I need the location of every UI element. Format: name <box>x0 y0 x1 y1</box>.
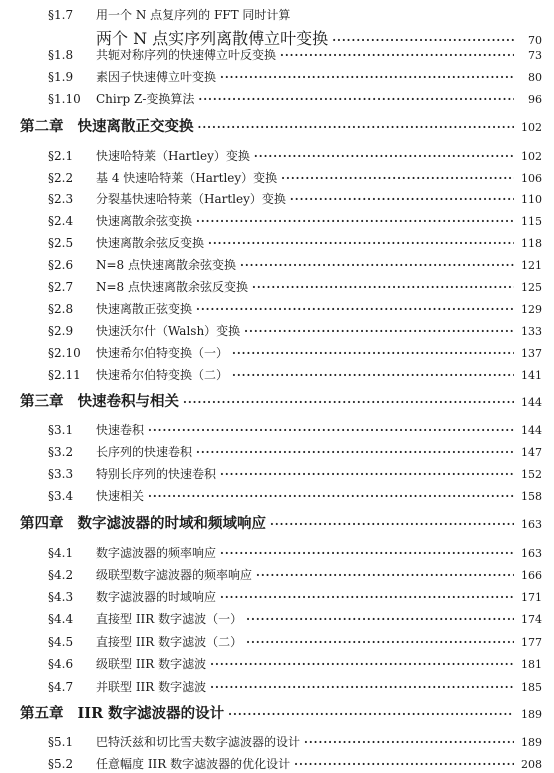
dot-leader <box>232 369 514 382</box>
section-title: 两个 N 点实序列离散傅立叶变换 <box>96 29 329 48</box>
toc-entry[interactable] <box>48 544 542 561</box>
dot-leader <box>210 681 514 694</box>
section-title: Chirp Z-变换算法 <box>96 92 195 106</box>
section-title: 共轭对称序列的快速傅立叶反变换 <box>96 48 277 62</box>
section-number: §4.5 <box>48 635 74 649</box>
dot-leader <box>196 303 514 316</box>
dot-leader <box>252 281 514 294</box>
page-number: 102 <box>521 121 542 134</box>
section-title: 级联型数字滤波器的频率响应 <box>96 568 253 582</box>
page-number: 73 <box>528 49 542 62</box>
toc-entry[interactable] <box>48 733 542 750</box>
dot-leader <box>280 49 514 62</box>
dot-leader <box>196 446 514 459</box>
page-number: 174 <box>521 613 542 626</box>
page-number: 106 <box>521 172 542 185</box>
dot-leader <box>220 591 514 604</box>
chapter-number: 第四章 <box>20 515 64 532</box>
toc-entry[interactable] <box>48 6 542 23</box>
toc-entry[interactable] <box>48 678 542 695</box>
dot-leader <box>254 150 514 163</box>
page-number: 166 <box>521 569 542 582</box>
section-number: §3.1 <box>48 423 74 437</box>
section-number: §5.2 <box>48 757 74 771</box>
section-title: 特别长序列的快速卷积 <box>96 467 217 481</box>
page-number: 137 <box>521 347 542 360</box>
dot-leader <box>220 468 514 481</box>
section-title: 快速哈特莱（Hartley）变换 <box>96 149 250 163</box>
section-number: §2.4 <box>48 214 74 228</box>
toc-entry[interactable] <box>48 212 542 229</box>
page-number: 152 <box>521 468 542 481</box>
toc-entry[interactable] <box>48 190 542 207</box>
section-number: §4.7 <box>48 680 74 694</box>
chapter-title: IIR 数字滤波器的设计 <box>77 705 225 722</box>
toc-entry[interactable] <box>48 566 542 583</box>
page-number: 125 <box>521 281 542 294</box>
section-title: 直接型 IIR 数字滤波（二） <box>96 635 243 649</box>
toc-entry[interactable] <box>48 443 542 460</box>
dot-leader <box>246 636 514 649</box>
dot-leader <box>183 396 514 409</box>
section-number: §2.6 <box>48 258 74 272</box>
section-title: 用一个 N 点复序列的 FFT 同时计算 <box>96 8 291 22</box>
toc-entry[interactable] <box>48 610 542 627</box>
section-number: §3.4 <box>48 489 74 503</box>
page-number: 181 <box>521 658 542 671</box>
page-number: 96 <box>528 93 542 106</box>
section-title: 快速希尔伯特变换（二） <box>96 368 229 382</box>
section-title: 长序列的快速卷积 <box>96 445 193 459</box>
toc-entry[interactable] <box>48 655 542 672</box>
chapter-title: 数字滤波器的时域和频域响应 <box>77 515 266 532</box>
chapter-title: 快速卷积与相关 <box>77 393 179 410</box>
toc-chapter[interactable] <box>20 512 542 533</box>
toc-entry[interactable] <box>48 755 542 772</box>
dot-leader <box>210 658 514 671</box>
page-number: 70 <box>528 34 542 47</box>
toc-entry[interactable] <box>48 465 542 482</box>
section-number: §4.6 <box>48 657 74 671</box>
section-number: §2.2 <box>48 171 74 185</box>
section-title: 快速希尔伯特变换（一） <box>96 346 229 360</box>
chapter-number: 第二章 <box>20 118 64 135</box>
dot-leader <box>294 758 514 771</box>
dot-leader <box>220 71 514 84</box>
dot-leader <box>198 121 515 134</box>
section-title: N=8 点快速离散余弦变换 <box>96 258 237 272</box>
section-title: 快速卷积 <box>96 423 145 437</box>
toc-entry[interactable] <box>48 487 542 504</box>
section-title: 快速离散余弦变换 <box>96 214 193 228</box>
chapter-title: 快速离散正交变换 <box>77 118 194 135</box>
section-number: §1.8 <box>48 48 74 62</box>
section-number: §2.3 <box>48 192 74 206</box>
section-title: 任意幅度 IIR 数字滤波器的优化设计 <box>96 757 291 771</box>
section-number: §2.9 <box>48 324 74 338</box>
page-number: 144 <box>521 424 542 437</box>
toc-entry[interactable] <box>48 300 542 317</box>
section-number: §2.5 <box>48 236 74 250</box>
section-title: 级联型 IIR 数字滤波 <box>96 657 207 671</box>
section-number: §2.10 <box>48 346 81 360</box>
dot-leader <box>148 424 514 437</box>
section-title: 巴特沃兹和切比雪夫数字滤波器的设计 <box>96 735 301 749</box>
page-number: 171 <box>521 591 542 604</box>
page-number: 177 <box>521 636 542 649</box>
dot-leader <box>228 708 514 721</box>
toc-entry[interactable] <box>48 421 542 438</box>
toc-entry[interactable] <box>48 366 542 383</box>
section-number: §4.3 <box>48 590 74 604</box>
section-number: §1.9 <box>48 70 74 84</box>
section-title: 素因子快速傅立叶变换 <box>96 70 217 84</box>
section-title: 快速离散余弦反变换 <box>96 236 205 250</box>
toc-entry[interactable] <box>48 256 542 273</box>
section-number: §2.11 <box>48 368 81 382</box>
toc-entry[interactable] <box>48 588 542 605</box>
toc-entry[interactable] <box>48 278 542 295</box>
page-number: 185 <box>521 681 542 694</box>
toc-chapter[interactable] <box>20 702 542 723</box>
page-number: 80 <box>528 71 542 84</box>
page-number: 144 <box>521 396 542 409</box>
page-number: 115 <box>521 215 542 228</box>
section-title: 数字滤波器的频率响应 <box>96 546 217 560</box>
dot-leader <box>240 259 514 272</box>
toc-entry[interactable] <box>48 169 542 186</box>
page-number: 110 <box>521 193 542 206</box>
section-number: §2.1 <box>48 149 74 163</box>
dot-leader <box>256 569 514 582</box>
section-number: §3.3 <box>48 467 74 481</box>
page-number: 118 <box>521 237 542 250</box>
section-number: §4.2 <box>48 568 74 582</box>
section-title: 并联型 IIR 数字滤波 <box>96 680 207 694</box>
section-number: §2.7 <box>48 280 74 294</box>
section-title: N=8 点快速离散余弦反变换 <box>96 280 249 294</box>
section-title: 数字滤波器的时域响应 <box>96 590 217 604</box>
toc-entry[interactable] <box>48 322 542 339</box>
dot-leader <box>196 215 514 228</box>
toc-chapter[interactable] <box>20 115 542 136</box>
page-number: 208 <box>521 758 542 771</box>
page-number: 102 <box>521 150 542 163</box>
dot-leader <box>304 736 514 749</box>
toc-entry[interactable] <box>48 68 542 85</box>
section-number: §4.4 <box>48 612 74 626</box>
toc-chapter[interactable] <box>20 390 542 411</box>
toc-entry[interactable] <box>48 90 542 107</box>
dot-leader <box>281 172 514 185</box>
page-number: 121 <box>521 259 542 272</box>
page-number: 129 <box>521 303 542 316</box>
toc-entry[interactable] <box>48 344 542 361</box>
dot-leader <box>246 613 514 626</box>
section-title: 基 4 快速哈特莱（Hartley）变换 <box>96 171 278 185</box>
dot-leader <box>148 490 514 503</box>
toc-entry[interactable] <box>48 46 542 63</box>
dot-leader <box>198 93 514 106</box>
chapter-number: 第三章 <box>20 393 64 410</box>
dot-leader <box>244 325 514 338</box>
section-title: 快速沃尔什（Walsh）变换 <box>96 324 241 338</box>
page-number: 163 <box>521 547 542 560</box>
section-number: §1.10 <box>48 92 81 106</box>
section-title: 分裂基快速哈特莱（Hartley）变换 <box>96 192 286 206</box>
page-number: 189 <box>521 708 542 721</box>
page-number: 163 <box>521 518 542 531</box>
section-number: §4.1 <box>48 546 74 560</box>
section-title: 快速相关 <box>96 489 145 503</box>
page-number: 158 <box>521 490 542 503</box>
page-number: 147 <box>521 446 542 459</box>
dot-leader <box>208 237 514 250</box>
page-number: 189 <box>521 736 542 749</box>
section-title: 直接型 IIR 数字滤波（一） <box>96 612 243 626</box>
section-number: §3.2 <box>48 445 74 459</box>
chapter-number: 第五章 <box>20 705 64 722</box>
dot-leader <box>220 547 514 560</box>
toc-entry[interactable] <box>48 633 542 650</box>
page-number: 133 <box>521 325 542 338</box>
section-title: 快速离散正弦变换 <box>96 302 193 316</box>
dot-leader <box>270 518 514 531</box>
section-number: §1.7 <box>48 8 74 22</box>
toc-entry[interactable] <box>48 147 542 164</box>
section-number: §2.8 <box>48 302 74 316</box>
toc-entry[interactable] <box>48 234 542 251</box>
page-number: 141 <box>521 369 542 382</box>
dot-leader <box>232 347 514 360</box>
section-number: §5.1 <box>48 735 74 749</box>
dot-leader <box>290 193 514 206</box>
